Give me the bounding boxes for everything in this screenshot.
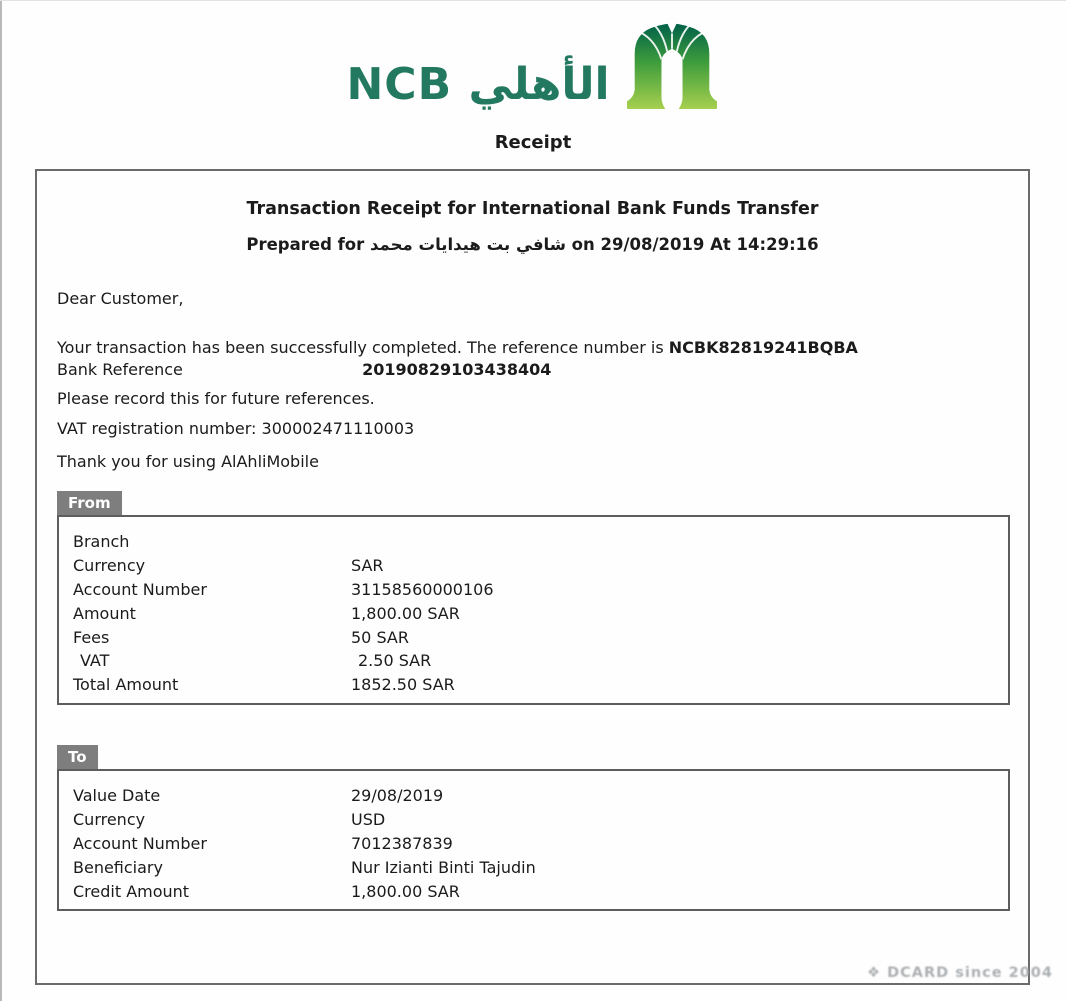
field-label: Beneficiary: [73, 857, 163, 877]
field-value: 2.50 SAR: [358, 651, 432, 671]
record-note: Please record this for future references.: [57, 389, 375, 408]
info-row: [73, 879, 1008, 903]
bank-reference-line: [57, 360, 551, 379]
prepared-for-line: [37, 235, 1028, 254]
bank-logo: [0, 21, 1066, 109]
field-value: 1,800.00 SAR: [351, 603, 460, 623]
vat-registration: VAT registration number: 300002471110003: [57, 419, 415, 438]
receipt-heading: Receipt: [494, 132, 572, 153]
field-label: VAT: [80, 651, 110, 671]
field-label: Currency: [73, 810, 146, 830]
prepared-datetime: on 29/08/2019 At 14:29:16: [571, 235, 819, 254]
greeting: Dear Customer,: [57, 289, 184, 308]
prepared-prefix: Prepared for: [246, 235, 365, 254]
info-row: [73, 649, 1008, 673]
field-label: Currency: [73, 556, 146, 576]
field-label: Account Number: [73, 579, 207, 599]
site-watermark: ❖ DCARD since 2004: [867, 965, 1053, 981]
field-label: Branch: [73, 532, 130, 552]
bank-name-latin: NCB: [346, 59, 453, 110]
field-value: 50 SAR: [351, 627, 409, 647]
info-row: [73, 530, 1008, 554]
field-value: 7012387839: [351, 833, 453, 853]
receipt-body-box: [35, 169, 1030, 985]
from-section-panel: [57, 515, 1010, 705]
field-value: Nur Izianti Binti Tajudin: [351, 857, 536, 877]
field-value: 1852.50 SAR: [351, 675, 455, 695]
from-section-tab: From: [57, 491, 122, 515]
field-value: 29/08/2019: [351, 786, 444, 806]
document-title: Transaction Receipt for International Bank Funds Transfer: [246, 199, 819, 219]
info-row: [73, 554, 1008, 578]
success-text: Your transaction has been successfully completed. The reference number is: [57, 338, 664, 357]
info-row: [73, 578, 1008, 602]
info-row: [73, 832, 1008, 856]
field-label: Total Amount: [73, 675, 179, 695]
customer-name-arabic: محمد‎ هيدايات‎ بت‎ شافي: [370, 235, 566, 254]
field-value: SAR: [351, 556, 384, 576]
field-label: Fees: [73, 627, 110, 647]
bank-logo-text: [346, 59, 610, 110]
to-section-tab: To: [57, 745, 98, 769]
info-row: [73, 625, 1008, 649]
info-row: [73, 673, 1008, 697]
bank-name-arabic: الأهلي: [468, 59, 610, 110]
field-value: 1,800.00 SAR: [351, 881, 460, 901]
field-label: Credit Amount: [73, 881, 190, 901]
field-value: USD: [351, 810, 386, 830]
ncb-arch-logo-icon: [624, 21, 720, 109]
bank-reference-label: Bank Reference: [57, 360, 183, 379]
transaction-success-line: [57, 338, 858, 357]
info-row: [73, 784, 1008, 808]
thank-you-note: Thank you for using AlAhliMobile: [57, 452, 319, 471]
reference-number: NCBK82819241BQBA: [668, 338, 858, 357]
info-row: [73, 808, 1008, 832]
field-label: Account Number: [73, 833, 207, 853]
field-label: Value Date: [73, 786, 161, 806]
to-section-panel: [57, 769, 1010, 911]
info-row: [73, 601, 1008, 625]
field-value: 31158560000106: [351, 579, 494, 599]
field-label: Amount: [73, 603, 136, 623]
info-row: [73, 855, 1008, 879]
bank-reference-value: 20190829103438404: [362, 360, 552, 379]
